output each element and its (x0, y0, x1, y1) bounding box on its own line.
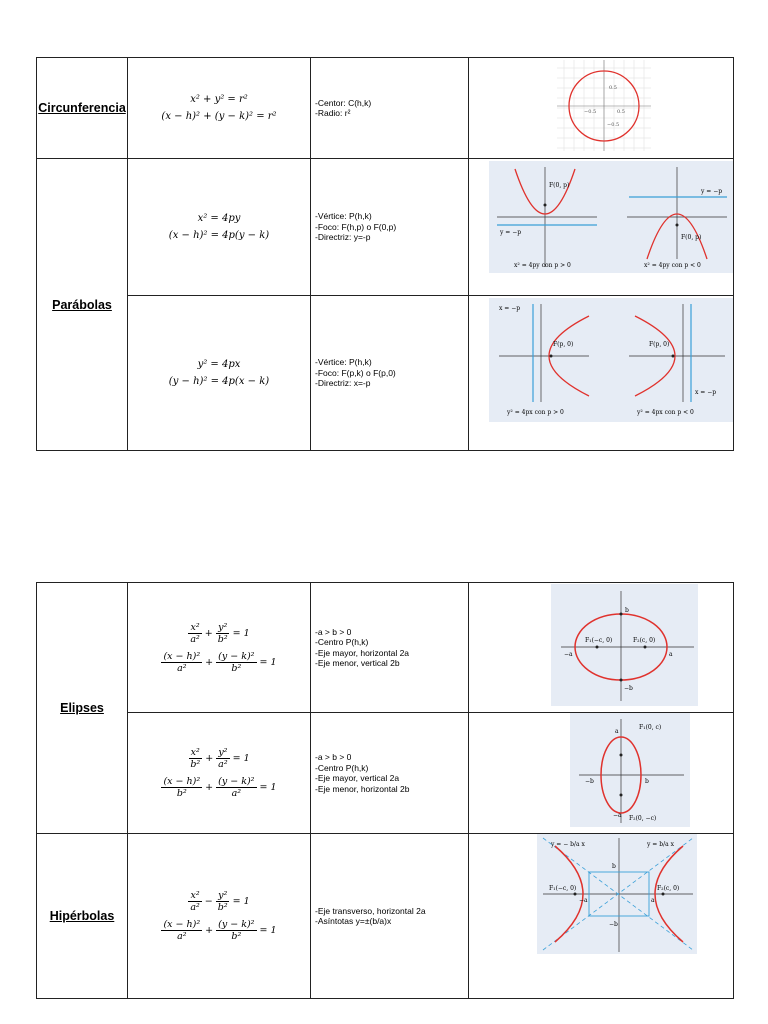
svg-text:−0.5: −0.5 (607, 122, 620, 128)
circunferencia-label: Circunferencia (37, 58, 128, 159)
parabola-vertical-properties: -Vértice: P(h,k) -Foco: F(h,p) o F(0,p) -Directriz: y=-p (311, 159, 469, 296)
svg-text:F₁(−c, 0): F₁(−c, 0) (585, 637, 613, 644)
circunferencia-properties: -Centor: C(h,k) -Radio: r² (311, 58, 469, 159)
conics-table-1 (36, 57, 734, 451)
svg-text:x² = 4py con p > 0: x² = 4py con p > 0 (514, 262, 571, 269)
svg-text:y² = 4px con p > 0: y² = 4px con p > 0 (507, 409, 564, 416)
svg-text:F₂(0, −c): F₂(0, −c) (629, 815, 657, 822)
ellipse-vertical-shifted-equation: $\frac{\text{(x − h)²}}{\text{b²}}$ + $\frac{\text{(y − k)²}}{\text{a²}}$ = 1 (163, 776, 277, 799)
svg-text:−b: −b (585, 778, 594, 785)
svg-text:F₂(c, 0): F₂(c, 0) (633, 637, 656, 644)
circunferencia-equations: x² + y² = r² (x − h)² + (y − k)² = r² (128, 58, 311, 159)
parabolas-label: Parábolas (37, 159, 128, 451)
svg-text:F(p, 0): F(p, 0) (649, 341, 670, 348)
svg-text:0.5: 0.5 (617, 109, 625, 115)
circunferencia-figure (469, 58, 734, 159)
ellipse-horizontal-equations (128, 583, 311, 713)
svg-text:F(0, p): F(0, p) (681, 234, 702, 241)
svg-text:x² = 4py con p < 0: x² = 4py con p < 0 (644, 262, 701, 269)
svg-text:b: b (612, 863, 616, 870)
ellipse-standard-equation: $\frac{\text{x²}}{\text{a²}}$ + $\frac{\text{y²}}{\text{b²}}$ = 1 (190, 621, 250, 645)
svg-text:−0.5: −0.5 (584, 109, 597, 115)
hyperbola-graph (469, 834, 734, 993)
parabola-horizontal-equations: y² = 4px (y − h)² = 4p(x − k) (128, 296, 311, 451)
svg-text:b: b (625, 607, 629, 614)
svg-text:x = −p: x = −p (499, 305, 521, 312)
svg-text:F(0, p): F(0, p) (549, 182, 570, 189)
ellipse-shifted-equation: $\frac{\text{(x − h)²}}{\text{a²}}$ + $\frac{\text{(y − k)²}}{\text{b²}}$ = 1 (163, 650, 277, 674)
svg-text:y² = 4px con p < 0: y² = 4px con p < 0 (637, 409, 694, 416)
svg-text:F₂(c, 0): F₂(c, 0) (657, 885, 680, 892)
ellipse-vertical-equations (128, 713, 311, 834)
svg-text:−a: −a (564, 651, 573, 658)
ellipse-horizontal-properties: -a > b > 0 -Centro P(h,k) -Eje mayor, horizontal 2a -Eje menor, vertical 2b (311, 583, 469, 713)
svg-text:y = b/a x: y = b/a x (647, 841, 674, 848)
svg-text:−a: −a (579, 897, 588, 904)
svg-text:F₁(0, c): F₁(0, c) (639, 724, 662, 731)
hyperbola-properties: -Eje transverso, horizontal 2a -Asíntotas y=±(b/a)x (311, 834, 469, 999)
vertical-ellipse-graph (469, 713, 734, 828)
svg-text:y = −p: y = −p (500, 229, 522, 236)
svg-text:y = −p: y = −p (701, 188, 723, 195)
hyperbola-figure (469, 834, 734, 999)
circle-graph (469, 58, 734, 153)
conics-table-2 (36, 582, 734, 999)
svg-text:−b: −b (624, 685, 633, 692)
hiperbolas-label: Hipérbolas (37, 834, 128, 999)
horizontal-parabolas-graph (469, 296, 734, 445)
svg-text:a: a (651, 897, 655, 904)
ellipse-horizontal-figure (469, 583, 734, 713)
parabola-horizontal-figure (469, 296, 734, 451)
parabola-horizontal-properties: -Vértice: P(h,k) -Foco: F(p,k) o F(p,0) -Directriz: x=-p (311, 296, 469, 451)
vertical-parabolas-graph (469, 159, 734, 290)
svg-text:a: a (669, 651, 673, 658)
svg-text:x = −p: x = −p (695, 389, 717, 396)
svg-text:a: a (615, 728, 619, 735)
parabola-vertical-figure (469, 159, 734, 296)
elipses-label: Elipses (37, 583, 128, 834)
parabola-vertical-equations: x² = 4py (x − h)² = 4p(y − k) (128, 159, 311, 296)
svg-text:−a: −a (613, 812, 622, 819)
svg-text:F₁(−c, 0): F₁(−c, 0) (549, 885, 577, 892)
svg-text:0.5: 0.5 (609, 85, 617, 91)
hyperbola-shifted-equation: $\frac{\text{(x − h)²}}{\text{a²}}$ + $\frac{\text{(y − k)²}}{\text{b²}}$ = 1 (163, 919, 277, 942)
horizontal-ellipse-graph (469, 583, 734, 707)
ellipse-vertical-figure (469, 713, 734, 834)
hyperbola-standard-equation: $\frac{\text{x²}}{\text{a²}}$ − $\frac{\text{y²}}{\text{b²}}$ = 1 (190, 890, 250, 913)
svg-text:y = − b/a x: y = − b/a x (551, 841, 585, 848)
hyperbola-equations (128, 834, 311, 999)
ellipse-vertical-properties: -a > b > 0 -Centro P(h,k) -Eje mayor, vertical 2a -Eje menor, horizontal 2b (311, 713, 469, 834)
svg-text:b: b (645, 778, 649, 785)
ellipse-vertical-standard-equation: $\frac{\text{x²}}{\text{b²}}$ + $\frac{\text{y²}}{\text{a²}}$ = 1 (190, 747, 250, 770)
svg-text:F(p, 0): F(p, 0) (553, 341, 574, 348)
svg-text:−b: −b (609, 921, 618, 928)
